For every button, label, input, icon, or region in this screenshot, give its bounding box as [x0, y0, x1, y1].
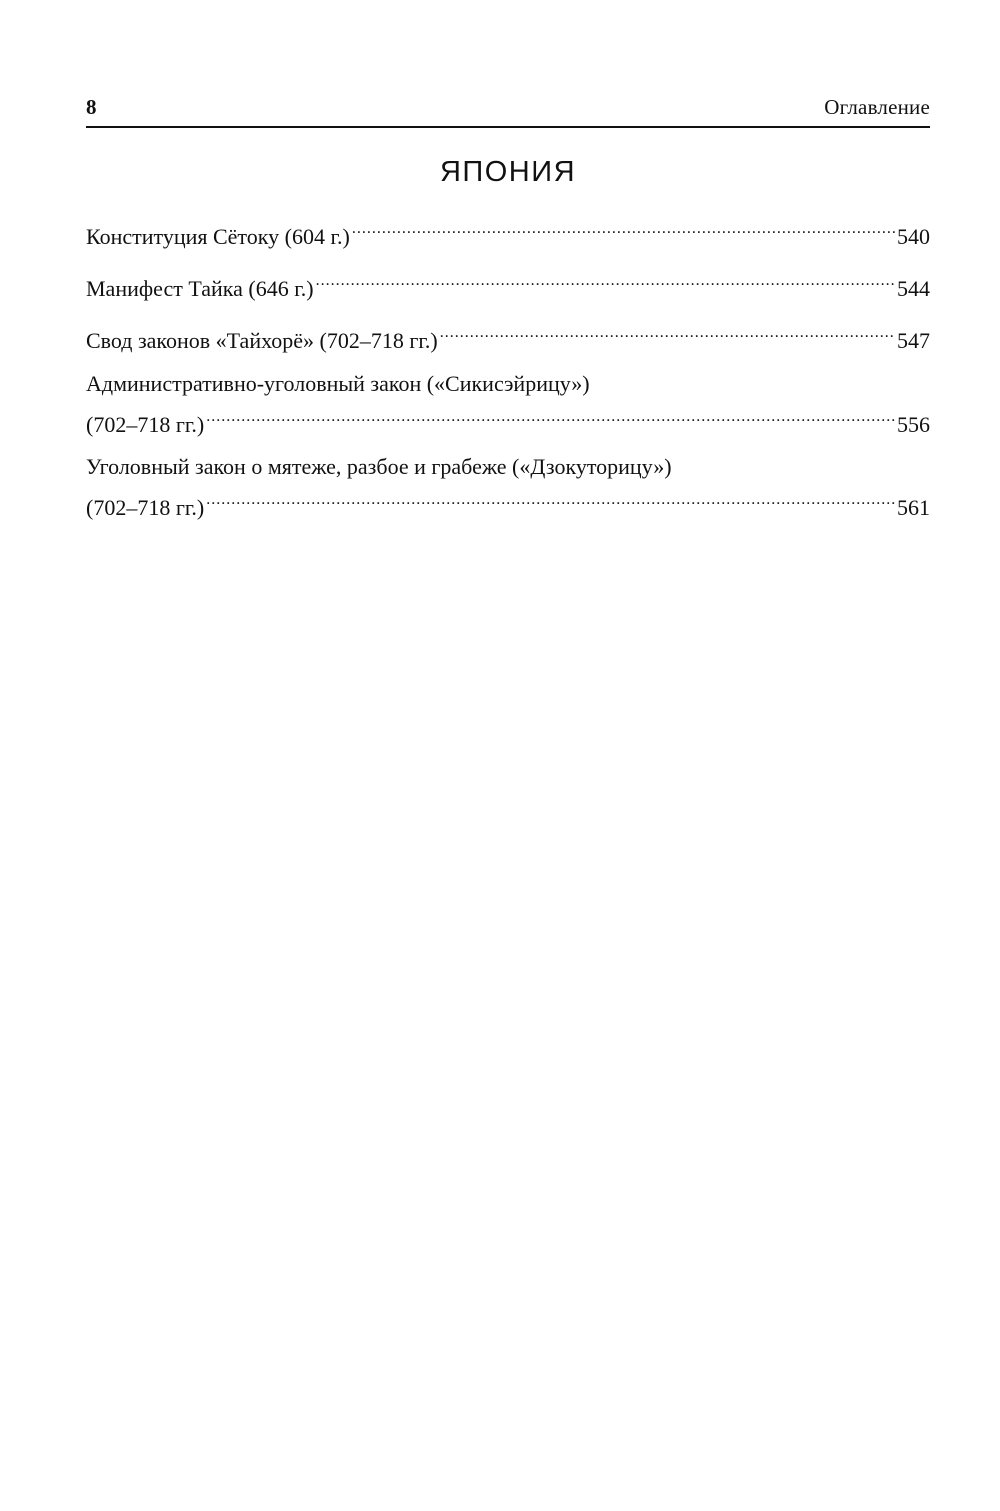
- toc-entry-title-continuation: (702–718 гг.): [86, 412, 205, 437]
- toc-entry-line: [86, 264, 930, 305]
- dot-leader: [352, 212, 895, 244]
- toc-entry-title: Свод законов «Тайхорё» (702–718 гг.): [86, 328, 438, 353]
- toc-entry-title-continuation: (702–718 гг.): [86, 495, 205, 520]
- toc-entry: [86, 264, 930, 305]
- toc-entry-title: Административно-уголовный закон («Сикисэйрицу»): [86, 371, 590, 396]
- page-number: 8: [86, 95, 97, 119]
- table-of-contents: [86, 212, 930, 534]
- dot-leader: [316, 264, 895, 296]
- toc-entry-title: Уголовный закон о мятеже, разбое и грабеже («Дзокуторицу»): [86, 454, 672, 479]
- toc-entry: [86, 368, 930, 441]
- section-title: ЯПОНИЯ: [439, 156, 577, 188]
- toc-entry-line: [86, 483, 930, 524]
- toc-page-number: 561: [897, 495, 930, 520]
- toc-page-number: 540: [897, 224, 930, 249]
- toc-entry: [86, 451, 930, 524]
- toc-entry-line: [86, 368, 930, 400]
- dot-leader: [206, 400, 895, 432]
- toc-entry-title: Конституция Сётоку (604 г.): [86, 224, 350, 249]
- running-title: Оглавление: [824, 95, 930, 119]
- dot-leader: [206, 483, 895, 515]
- header-rule: [86, 126, 930, 128]
- toc-entry-title: Манифест Тайка (646 г.): [86, 276, 314, 301]
- toc-page-number: 547: [897, 328, 930, 353]
- toc-entry-line: [86, 400, 930, 441]
- running-header: [86, 92, 930, 122]
- toc-page-number: 544: [897, 276, 930, 301]
- toc-entry: [86, 316, 930, 357]
- toc-entry-line: [86, 212, 930, 253]
- toc-entry-line: [86, 451, 930, 483]
- toc-page-number: 556: [897, 412, 930, 437]
- toc-entry-line: [86, 316, 930, 357]
- dot-leader: [440, 316, 895, 348]
- toc-entry: [86, 212, 930, 253]
